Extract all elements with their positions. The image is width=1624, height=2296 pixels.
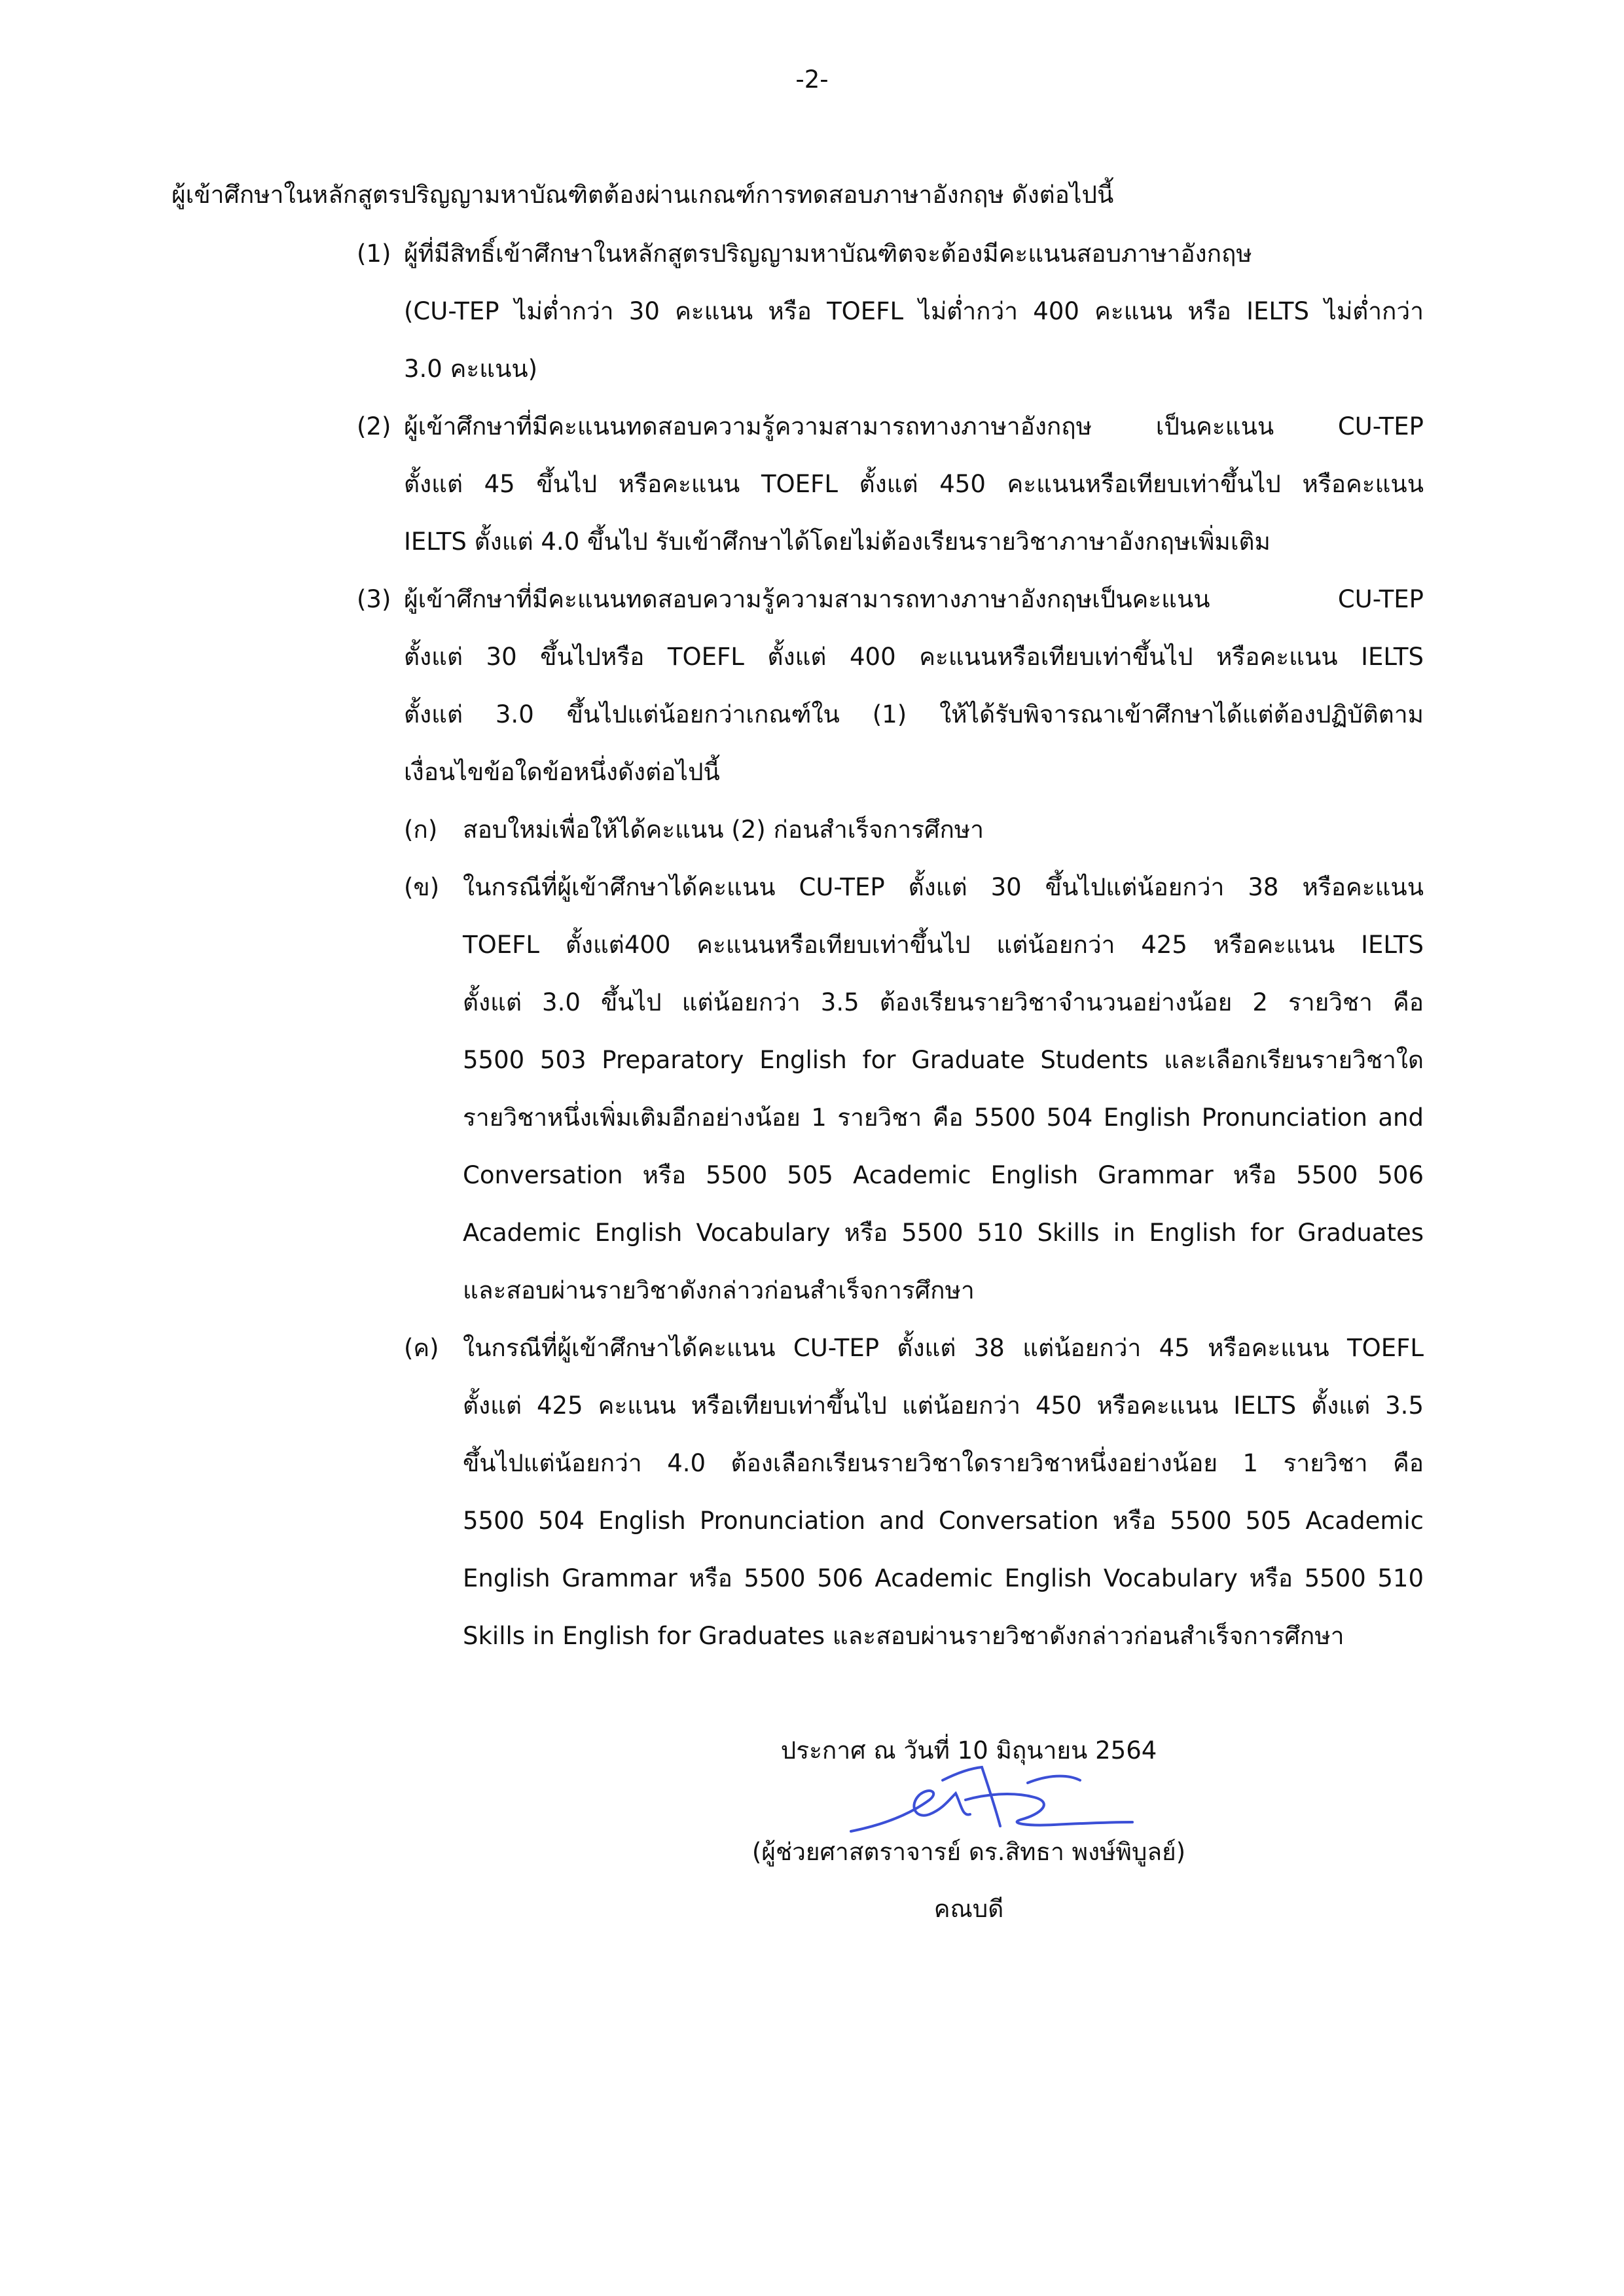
subitem-b-line-7: Academic English Vocabulary หรือ 5500 510 Skills in English for Graduates — [463, 1219, 1424, 1247]
signatory-title: คณบดี — [933, 1895, 1004, 1923]
subitem-b-line-4: 5500 503 Preparatory English for Graduate Students และเลือกเรียนรายวิชาใด — [463, 1046, 1424, 1074]
subitem-b-line-6: Conversation หรือ 5500 505 Academic English Grammar หรือ 5500 506 — [463, 1161, 1424, 1189]
subitem-b-line-2: TOEFL ตั้งแต่400 คะแนนหรือเทียบเท่าขึ้นไป แต่น้อยกว่า 425 หรือคะแนน IELTS — [463, 931, 1424, 959]
item-3-marker: (3) — [357, 585, 391, 613]
item-1-line-3: 3.0 คะแนน) — [404, 355, 538, 383]
item-2-marker: (2) — [357, 412, 391, 440]
subitem-b-marker: (ข) — [404, 873, 440, 901]
subitem-b-line-5: รายวิชาหนึ่งเพิ่มเติมอีกอย่างน้อย 1 รายวิชา คือ 5500 504 English Pronunciation and — [463, 1103, 1424, 1132]
intro-text: ผู้เข้าศึกษาในหลักสูตรปริญญามหาบัณฑิตต้องผ่านเกณฑ์การทดสอบภาษาอังกฤษ ดังต่อไปนี้ — [171, 181, 1114, 209]
subitem-b-line-1: ในกรณีที่ผู้เข้าศึกษาได้คะแนน CU-TEP ตั้งแต่ 30 ขึ้นไปแต่น้อยกว่า 38 หรือคะแนน — [463, 873, 1424, 901]
item-2-line-2: ตั้งแต่ 45 ขึ้นไป หรือคะแนน TOEFL ตั้งแต่ 450 คะแนนหรือเทียบเท่าขึ้นไป หรือคะแนน — [404, 470, 1424, 498]
announcement-date: ประกาศ ณ วันที่ 10 มิถุนายน 2564 — [780, 1736, 1157, 1765]
item-3-line-4: เงื่อนไขข้อใดข้อหนึ่งดังต่อไปนี้ — [404, 758, 720, 786]
subitem-a-line-1: สอบใหม่เพื่อให้ได้คะแนน (2) ก่อนสำเร็จการศึกษา — [463, 816, 984, 844]
subitem-c-line-6: Skills in English for Graduates และสอบผ่านรายวิชาดังกล่าวก่อนสำเร็จการศึกษา — [463, 1622, 1344, 1650]
item-1-line-2: (CU-TEP ไม่ต่ำกว่า 30 คะแนน หรือ TOEFL ไม่ต่ำกว่า 400 คะแนน หรือ IELTS ไม่ต่ำกว่า — [404, 297, 1424, 325]
subitem-c-line-2: ตั้งแต่ 425 คะแนน หรือเทียบเท่าขึ้นไป แต่น้อยกว่า 450 หรือคะแนน IELTS ตั้งแต่ 3.5 — [463, 1391, 1424, 1420]
signature-stroke — [1028, 1776, 1080, 1783]
subitem-c-line-5: English Grammar หรือ 5500 506 Academic English Vocabulary หรือ 5500 510 — [463, 1564, 1424, 1592]
item-3-line-3: ตั้งแต่ 3.0 ขึ้นไปแต่น้อยกว่าเกณฑ์ใน (1) ให้ได้รับพิจารณาเข้าศึกษาได้แต่ต้องปฏิบัติตาม — [404, 700, 1424, 728]
item-2-line-3: IELTS ตั้งแต่ 4.0 ขึ้นไป รับเข้าศึกษาได้โดยไม่ต้องเรียนรายวิชาภาษาอังกฤษเพิ่มเติม — [404, 528, 1271, 556]
signatory-name: (ผู้ช่วยศาสตราจารย์ ดร.สิทธา พงษ์พิบูลย์) — [751, 1838, 1186, 1866]
subitem-c-line-1: ในกรณีที่ผู้เข้าศึกษาได้คะแนน CU-TEP ตั้งแต่ 38 แต่น้อยกว่า 45 หรือคะแนน TOEFL — [463, 1334, 1424, 1362]
subitem-b-line-8: และสอบผ่านรายวิชาดังกล่าวก่อนสำเร็จการศึกษา — [463, 1276, 975, 1304]
signature-stroke — [965, 1794, 1132, 1825]
subitem-c-line-3: ขึ้นไปแต่น้อยกว่า 4.0 ต้องเลือกเรียนรายวิชาใดรายวิชาหนึ่งอย่างน้อย 1 รายวิชา คือ — [463, 1449, 1424, 1477]
subitem-c-marker: (ค) — [404, 1334, 439, 1362]
subitem-c-line-4: 5500 504 English Pronunciation and Conversation หรือ 5500 505 Academic — [463, 1507, 1424, 1535]
item-3-line-1: ผู้เข้าศึกษาที่มีคะแนนทดสอบความรู้ความสามารถทางภาษาอังกฤษเป็นคะแนน CU-TEP — [404, 585, 1424, 613]
page-number: -2- — [795, 65, 829, 94]
item-1-marker: (1) — [357, 240, 391, 268]
signature-stroke — [851, 1791, 970, 1831]
item-2-line-1: ผู้เข้าศึกษาที่มีคะแนนทดสอบความรู้ความสามารถทางภาษาอังกฤษ เป็นคะแนน CU-TEP — [404, 412, 1424, 440]
subitem-b-line-3: ตั้งแต่ 3.0 ขึ้นไป แต่น้อยกว่า 3.5 ต้องเรียนรายวิชาจำนวนอย่างน้อย 2 รายวิชา คือ — [463, 988, 1424, 1016]
item-3-line-2: ตั้งแต่ 30 ขึ้นไปหรือ TOEFL ตั้งแต่ 400 คะแนนหรือเทียบเท่าขึ้นไป หรือคะแนน IELTS — [404, 643, 1424, 671]
subitem-a-marker: (ก) — [404, 816, 438, 844]
item-1-line-1: ผู้ที่มีสิทธิ์เข้าศึกษาในหลักสูตรปริญญามหาบัณฑิตจะต้องมีคะแนนสอบภาษาอังกฤษ — [404, 240, 1252, 268]
